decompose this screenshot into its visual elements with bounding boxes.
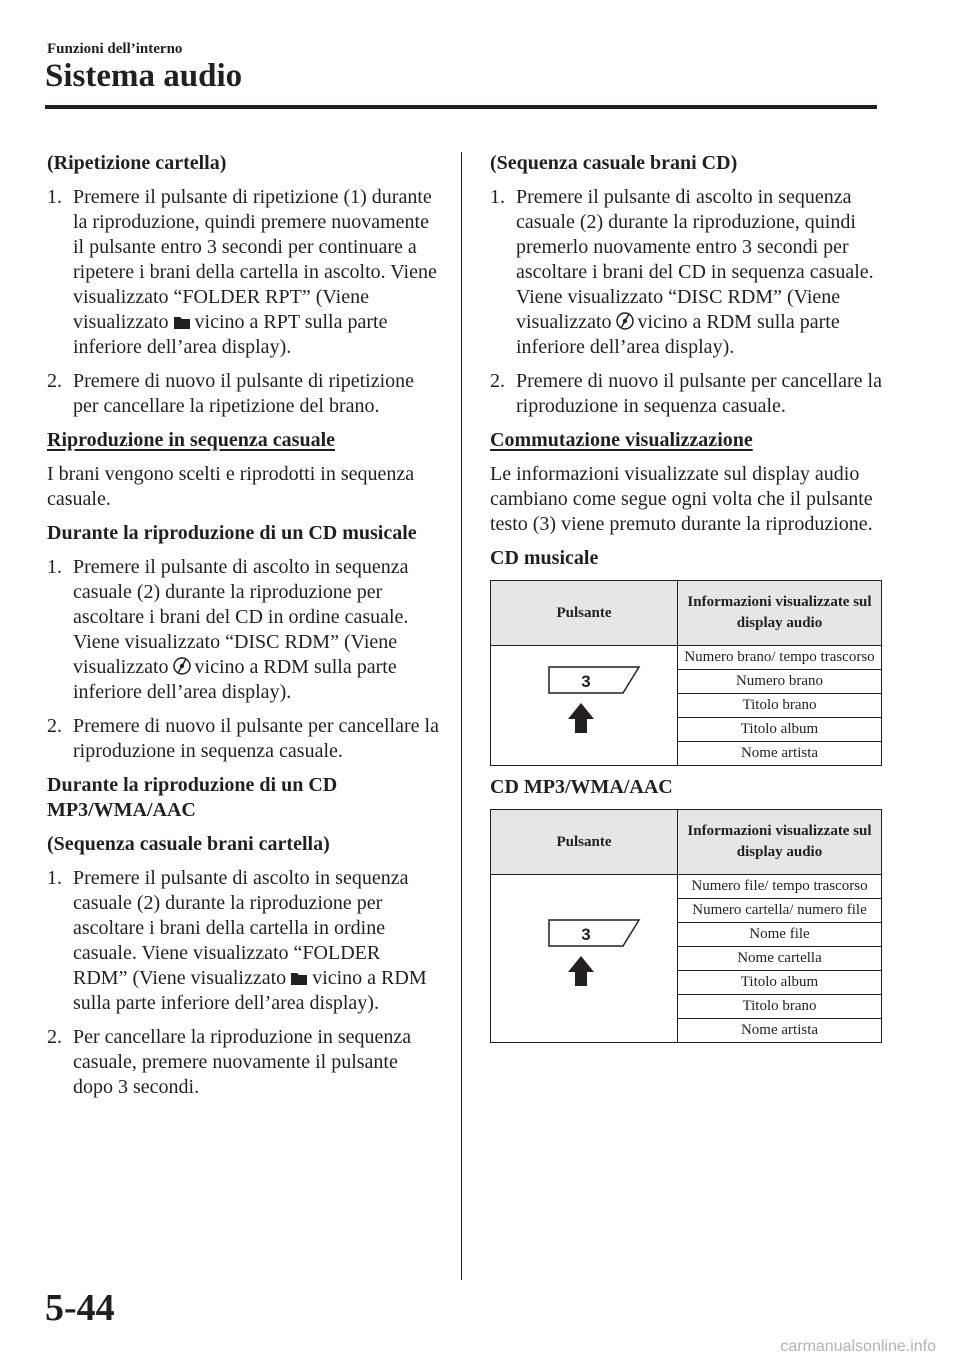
step-item: [490, 369, 882, 419]
step-number: 1.: [47, 867, 62, 889]
button-illustration: [491, 646, 678, 766]
step-text: Premere il pulsante di ascolto in sequenza casuale (2) durante la riproduzione, quindi premerlo nuovamente entro 3 secondi per ascoltare i brani del CD in sequenza casuale. Viene visualizzato “DISC RDM” (Viene visualizzato vicino a RDM sulla parte inferiore dell’area display).: [516, 186, 874, 358]
column-header: Informazioni visualizzate sul display audio: [678, 581, 882, 646]
table-cell: Numero cartella/ numero file: [678, 899, 882, 923]
right-column: [490, 151, 882, 1052]
button-number: 3: [581, 924, 591, 944]
step-item: [47, 555, 439, 705]
column-divider: [461, 152, 462, 1280]
left-column: [47, 151, 439, 1109]
folder-random-heading: (Sequenza casuale brani cartella): [47, 833, 330, 855]
column-header: Informazioni visualizzate sul display audio: [678, 810, 882, 875]
step-text: Premere il pulsante di ascolto in sequenza casuale (2) durante la riproduzione per ascoltare i brani del CD in ordine casuale. Viene visualizzato “DISC RDM” (Viene visualizzato vicino a RDM sulla parte inferiore dell’area display).: [73, 556, 409, 703]
step-text: Premere il pulsante di ripetizione (1) durante la riproduzione, quindi premere nuovamente il pulsante entro 3 secondi per continuare a ripetere i brani della cartella in ascolto. Viene visualizzato “FOLDER RPT” (Viene visualizzato vicino a RPT sulla parte inferiore dell’area display).: [73, 186, 437, 358]
random-intro: I brani vengono scelti e riprodotti in sequenza casuale.: [47, 463, 415, 510]
step-number: 1.: [490, 186, 505, 208]
folder-icon: [173, 314, 191, 330]
table-cell: Nome cartella: [678, 947, 882, 971]
step-number: 1.: [47, 186, 62, 208]
folder-icon: [290, 970, 308, 986]
section-label: Funzioni dell’interno: [47, 41, 183, 57]
mp3-heading: Durante la riproduzione di un CD MP3/WMA/AAC: [47, 774, 338, 821]
step-text: Premere di nuovo il pulsante per cancellare la riproduzione in sequenza casuale.: [516, 370, 882, 417]
step-number: 2.: [47, 370, 62, 392]
step-text: Premere di nuovo il pulsante per cancellare la riproduzione in sequenza casuale.: [73, 715, 439, 762]
button-illustration: [491, 875, 678, 1043]
mp3-table-title: CD MP3/WMA/AAC: [490, 776, 673, 798]
repeat-folder-heading: (Ripetizione cartella): [47, 152, 227, 174]
step-item: [47, 866, 439, 1016]
page-number: 5-44: [45, 1287, 115, 1329]
column-header: Pulsante: [491, 581, 678, 646]
table-cell: Numero brano/ tempo trascorso: [678, 646, 882, 670]
table-cell: Numero brano: [678, 670, 882, 694]
table-cell: Titolo album: [678, 971, 882, 995]
disc-icon: [616, 312, 634, 330]
step-item: [47, 185, 439, 360]
table-cell: Nome artista: [678, 1019, 882, 1043]
step-item: [47, 714, 439, 764]
step-number: 2.: [490, 370, 505, 392]
step-number: 2.: [47, 1026, 62, 1048]
disc-random-heading: (Sequenza casuale brani CD): [490, 152, 738, 174]
table-cell: Numero file/ tempo trascorso: [678, 875, 882, 899]
step-item: [47, 1025, 439, 1100]
table-cell: Titolo brano: [678, 694, 882, 718]
table-cell: Titolo album: [678, 718, 882, 742]
cd-table-title: CD musicale: [490, 547, 599, 569]
table-cell: Nome file: [678, 923, 882, 947]
cd-heading: Durante la riproduzione di un CD musicale: [47, 522, 417, 544]
step-number: 2.: [47, 715, 62, 737]
table-cell: Nome artista: [678, 742, 882, 766]
mp3-display-table: [490, 809, 882, 1043]
header-rule: [45, 105, 877, 109]
random-heading: Riproduzione in sequenza casuale: [47, 429, 335, 451]
step-text: Premere il pulsante di ascolto in sequenza casuale (2) durante la riproduzione per ascoltare i brani della cartella in ordine casuale. Viene visualizzato “FOLDER RDM” (Viene visualizzato vicino a RDM sulla parte inferiore dell’area display).: [73, 867, 427, 1014]
step-text: Premere di nuovo il pulsante di ripetizione per cancellare la ripetizione del brano.: [73, 370, 415, 417]
table-cell: Titolo brano: [678, 995, 882, 1019]
display-heading: Commutazione visualizzazione: [490, 429, 753, 451]
cd-display-table: [490, 580, 882, 766]
button-number: 3: [581, 671, 591, 691]
step-text: Per cancellare la riproduzione in sequenza casuale, premere nuovamente il pulsante dopo 3 secondi.: [73, 1026, 412, 1098]
step-item: [47, 369, 439, 419]
step-item: [490, 185, 882, 360]
disc-icon: [173, 657, 191, 675]
step-number: 1.: [47, 556, 62, 578]
column-header: Pulsante: [491, 810, 678, 875]
watermark: carmanualsonline.info: [780, 1338, 936, 1355]
display-intro: Le informazioni visualizzate sul display audio cambiano come segue ogni volta che il pulsante testo (3) viene premuto durante la riproduzione.: [490, 463, 873, 535]
page-title: Sistema audio: [45, 58, 243, 94]
